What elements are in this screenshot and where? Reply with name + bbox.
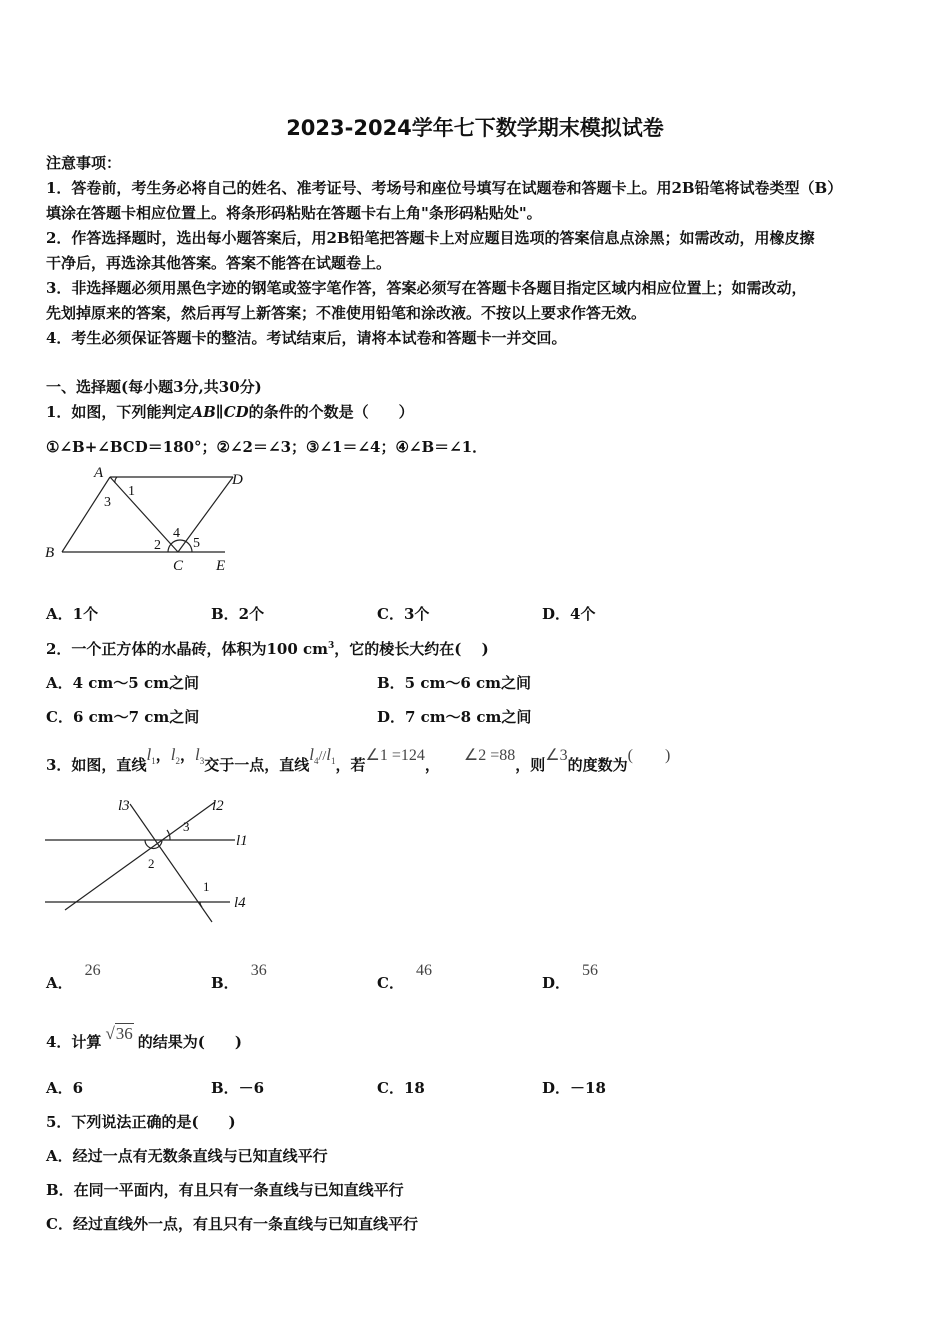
q5-option-a: A．经过一点有无数条直线与已知直线平行 — [46, 1147, 328, 1165]
label-angle-1: 1 — [203, 879, 210, 894]
q3-figure — [40, 790, 270, 930]
q3-p4: ，则 — [515, 756, 546, 774]
label-l2: l2 — [212, 798, 224, 814]
q3-comma1: ， — [155, 746, 171, 764]
notice-line: 干净后，再选涂其他答案。答案不能答在试题卷上。 — [46, 254, 392, 272]
q1-option-c: C．3个 — [377, 605, 430, 623]
q3-ang3: ∠3 — [545, 747, 568, 764]
q2-stem — [46, 638, 489, 659]
line-l3 — [130, 804, 212, 922]
q3-s4: 4 — [313, 756, 319, 766]
q1-conditions: ①∠B+∠BCD＝180°；②∠2＝∠3；③∠1＝∠4；④∠B＝∠1． — [46, 438, 488, 456]
q3-s3: 3 — [199, 756, 205, 766]
q1-stem-math: AB∥CD — [191, 403, 249, 421]
q3-p5: 的度数为 — [567, 756, 628, 774]
q3-comma2: ， — [179, 746, 195, 764]
q4-stem — [46, 1024, 242, 1052]
notice-line: 填涂在答题卡相应位置上。将条形码粘贴在答题卡右上角"条形码粘贴处"。 — [46, 204, 542, 222]
q3-par: // — [318, 749, 327, 764]
q3-l2: l — [170, 745, 176, 764]
q2-option-d: D．7 cm～8 cm之间 — [377, 708, 532, 726]
q4-option-a: A．6 — [46, 1079, 84, 1097]
label-l3: l3 — [118, 798, 130, 814]
q3-p3: ，若 — [335, 756, 366, 774]
q5-stem: 5．下列说法正确的是( ) — [46, 1113, 236, 1131]
notice-line: 先划掉原来的答案，然后再写上新答案；不准使用铅笔和涂改液。不按以上要求作答无效。 — [46, 304, 647, 322]
q1-stem — [46, 401, 414, 422]
notice-line: 1．答卷前，考生务必将自己的姓名、准考证号、考场号和座位号填写在试题卷和答题卡上。用2B铅笔将试卷类型（B） — [46, 179, 843, 197]
q1-option-b: B．2个 — [211, 605, 265, 623]
sqrt-sign-icon: √ — [105, 1024, 115, 1043]
label-angle-1: 1 — [128, 484, 135, 499]
arc-1 — [200, 902, 202, 907]
q4-pre: 4．计算 — [46, 1033, 102, 1051]
q3-p2: 交于一点，直线 — [204, 756, 310, 774]
label-l1: l1 — [236, 833, 248, 849]
q5-option-b: B．在同一平面内，有且只有一条直线与已知直线平行 — [46, 1181, 404, 1199]
q1-stem-post: 的条件的个数是（ ） — [248, 403, 414, 421]
q3-s5: 1 — [330, 756, 336, 766]
q3-option-d-value: 56 — [582, 962, 599, 979]
q1-stem-pre: 1．如图，下列能判定 — [46, 403, 192, 421]
q3-l5: l — [326, 745, 331, 764]
q3-option-c — [377, 962, 432, 993]
q3-option-b — [211, 962, 267, 993]
q3-option-c-letter: C． — [377, 974, 404, 992]
q1-option-a: A．1个 — [46, 605, 99, 623]
q3-stem — [46, 742, 671, 774]
q2-stem-sup: 3 — [327, 641, 335, 651]
notice-line: 3．非选择题必须用黑色字迹的钢笔或签字笔作答，答案必须写在答题卡各题目指定区域内相应位置上；如需改动， — [46, 279, 807, 297]
q3-l1: l — [146, 745, 152, 764]
notice-line: 2．作答选择题时，选出每小题答案后，用2B铅笔把答题卡上对应题目选项的答案信息点涂黑；如需改动，用橡皮擦 — [46, 229, 815, 247]
q3-option-b-letter: B． — [211, 974, 239, 992]
notice-line: 4．考生必须保证答题卡的整洁。考试结束后，请将本试卷和答题卡一并交回。 — [46, 329, 567, 347]
q1-figure — [40, 462, 260, 577]
q4-sqrt — [105, 1024, 133, 1044]
q3-ang1: ∠1 =124 — [365, 747, 425, 764]
line-ab — [62, 477, 110, 552]
q4-option-d: D．－18 — [542, 1079, 606, 1097]
q4-post: 的结果为( ) — [137, 1033, 242, 1051]
q3-option-a — [46, 962, 101, 993]
line-ac — [110, 477, 178, 552]
section-heading: 一、选择题(每小题3分,共30分) — [46, 378, 262, 396]
arc-1 — [115, 477, 117, 483]
label-angle-4: 4 — [173, 526, 180, 541]
q2-option-c: C．6 cm～7 cm之间 — [46, 708, 200, 726]
label-e: E — [216, 558, 226, 574]
q3-s1: 1 — [151, 756, 156, 766]
q4-option-c: C．18 — [377, 1079, 425, 1097]
q2-option-b: B．5 cm～6 cm之间 — [377, 674, 532, 692]
q1-option-d: D．4个 — [542, 605, 596, 623]
q3-option-b-value: 36 — [250, 962, 267, 979]
label-angle-2: 2 — [154, 538, 161, 553]
label-angle-5: 5 — [193, 536, 200, 551]
q2-stem-pre: 2．一个正方体的水晶砖，体积为100 cm — [46, 640, 328, 658]
label-angle-3: 3 — [104, 495, 111, 510]
q2-option-a: A．4 cm～5 cm之间 — [46, 674, 199, 692]
label-l4: l4 — [234, 895, 246, 911]
q3-p1: 3．如图，直线 — [46, 756, 147, 774]
q3-option-a-letter: A． — [46, 974, 73, 992]
q3-l4: l — [309, 745, 314, 764]
label-b: B — [45, 545, 55, 561]
label-c: C — [173, 558, 184, 574]
q3-ang2: ∠2 =88 — [463, 747, 516, 764]
q3-option-c-value: 46 — [415, 962, 432, 979]
q3-l3: l — [194, 745, 200, 764]
label-a: A — [94, 465, 104, 481]
label-d: D — [232, 472, 243, 488]
line-cd — [178, 477, 233, 552]
q3-option-d — [542, 962, 599, 993]
q5-option-c: C．经过直线外一点，有且只有一条直线与已知直线平行 — [46, 1215, 418, 1233]
q3-comma3: ， — [424, 756, 440, 774]
q3-option-d-letter: D． — [542, 974, 571, 992]
page-title: 2023-2024学年七下数学期末模拟试卷 — [286, 116, 664, 140]
q3-s2: 2 — [175, 756, 180, 766]
q2-stem-post: ，它的棱长大约在( ) — [334, 640, 489, 658]
q3-paren: ( ) — [627, 747, 671, 764]
label-angle-2: 2 — [148, 856, 155, 871]
q3-option-a-value: 26 — [84, 962, 101, 979]
notice-heading: 注意事项： — [46, 154, 122, 172]
q4-radicand: 36 — [115, 1024, 133, 1043]
q4-option-b: B．－6 — [211, 1079, 265, 1097]
label-angle-3: 3 — [183, 819, 190, 834]
